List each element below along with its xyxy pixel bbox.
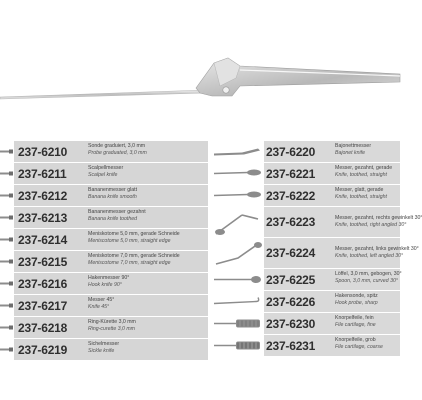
product-row — [212, 163, 400, 184]
scalpel-icon — [0, 163, 14, 184]
catalog-list-right — [212, 141, 422, 357]
product-row — [212, 269, 400, 290]
description-german: Messer 45° — [88, 297, 115, 303]
description-english: Hook knife 90° — [88, 282, 122, 288]
sickle-knife-icon — [0, 339, 14, 360]
product-description — [335, 271, 402, 285]
product-description — [88, 209, 146, 223]
spoon-icon — [212, 269, 264, 290]
banana-knife-toothed-icon — [0, 207, 14, 228]
description-german: Bananenmesser glatt — [88, 187, 138, 193]
product-description — [335, 246, 419, 260]
description-english: Hook probe, sharp — [335, 300, 378, 306]
product-description — [335, 143, 371, 157]
fine-file-icon — [212, 313, 264, 334]
graduated-probe-icon — [0, 141, 14, 162]
product-code: 237-6231 — [266, 339, 316, 353]
product-row — [212, 335, 400, 356]
product-code: 237-6222 — [266, 189, 316, 203]
product-code: 237-6212 — [18, 189, 68, 203]
banana-knife-icon — [0, 185, 14, 206]
product-description — [88, 297, 114, 311]
ring-curette-icon — [0, 317, 14, 338]
product-description — [335, 293, 378, 307]
product-row — [0, 207, 208, 228]
description-german: Bajonettmesser — [335, 143, 372, 149]
product-row — [0, 229, 208, 250]
knife-45-icon — [0, 295, 14, 316]
description-german: Sichelmesser — [88, 341, 120, 347]
description-english: File cartilage, coarse — [335, 344, 383, 350]
description-german: Messer, gezahnt, gerade — [335, 165, 393, 171]
meniscotome-icon — [0, 229, 14, 250]
product-description — [88, 165, 123, 179]
product-code: 237-6224 — [266, 246, 316, 260]
description-english: Knife, toothed, left angled 30° — [335, 253, 404, 259]
description-german: Ring-Kürette 3,0 mm — [88, 319, 136, 325]
product-description — [335, 215, 422, 229]
product-row — [212, 141, 400, 162]
product-description — [88, 231, 180, 245]
description-english: Ring-curette 3,0 mm — [88, 326, 135, 332]
product-code: 237-6226 — [266, 295, 316, 309]
product-description — [88, 253, 180, 267]
product-description — [335, 165, 392, 179]
product-row — [0, 339, 208, 360]
product-code: 237-6220 — [266, 145, 316, 159]
description-german: Knorpelfeile, grob — [335, 337, 376, 343]
product-code: 237-6225 — [266, 273, 316, 287]
description-german: Messer, glatt, gerade — [335, 187, 384, 193]
toothed-knife-icon — [212, 163, 264, 184]
product-row — [212, 207, 422, 237]
coarse-file-icon — [212, 335, 264, 356]
product-code: 237-6219 — [18, 343, 68, 357]
right-angled-knife-icon — [212, 207, 264, 237]
description-german: Hakensonde, spitz — [335, 293, 378, 299]
description-german: Sonde graduiert, 3,0 mm — [88, 143, 146, 149]
description-english: Knife, toothed, straight — [335, 172, 387, 178]
description-english: Probe graduated, 3,0 mm — [88, 150, 147, 156]
description-english: Spoon, 3,0 mm, curved 30° — [335, 278, 398, 284]
product-description — [88, 187, 137, 201]
product-row — [212, 291, 400, 312]
meniscotome-icon — [0, 251, 14, 272]
product-row — [212, 185, 400, 206]
product-description — [335, 337, 383, 351]
description-german: Messer, gezahnt, links gewinkelt 30° — [335, 246, 419, 252]
smooth-knife-icon — [212, 185, 264, 206]
product-code: 237-6221 — [266, 167, 316, 181]
description-english: Banana knife smooth — [88, 194, 137, 200]
product-row — [212, 238, 419, 268]
description-english: Bajonet knife — [335, 150, 365, 156]
catalog-list-left — [0, 141, 208, 361]
hook-knife-icon — [0, 273, 14, 294]
instrument-handle-image — [0, 0, 400, 130]
description-english: Sickle knife — [88, 348, 115, 354]
bayonet-knife-icon — [212, 141, 264, 162]
product-row — [0, 295, 208, 316]
product-description — [88, 319, 136, 333]
product-code: 237-6210 — [18, 145, 68, 159]
left-angled-knife-icon — [212, 238, 264, 268]
description-german: Messer, gezahnt, rechts gewinkelt 30° — [335, 215, 422, 221]
product-description — [335, 315, 376, 329]
description-german: Meniskotome 7,0 mm, gerade Schneide — [88, 253, 180, 259]
hook-probe-icon — [212, 291, 264, 312]
product-description — [88, 275, 129, 289]
description-english: File cartilage, fine — [335, 322, 376, 328]
product-code: 237-6217 — [18, 299, 68, 313]
description-english: Knife, toothed, straight — [335, 194, 387, 200]
description-german: Löffel, 3,0 mm, gebogen, 30° — [335, 271, 402, 277]
product-code: 237-6213 — [18, 211, 68, 225]
description-english: Meniscotome 7,0 mm, straight edge — [88, 260, 171, 266]
description-english: Banana knife toothed — [88, 216, 138, 222]
product-description — [88, 341, 119, 355]
product-row — [0, 185, 208, 206]
product-row — [0, 163, 208, 184]
product-code: 237-6230 — [266, 317, 316, 331]
product-row — [0, 251, 208, 272]
description-german: Knorpelfeile, fein — [335, 315, 374, 321]
product-row — [0, 317, 208, 338]
product-description — [335, 187, 387, 201]
description-english: Meniscotome 5,0 mm, straight edge — [88, 238, 171, 244]
product-row — [0, 273, 208, 294]
product-code: 237-6215 — [18, 255, 68, 269]
product-code: 237-6216 — [18, 277, 68, 291]
description-german: Hakenmesser 90° — [88, 275, 130, 281]
description-german: Meniskotome 5,0 mm, gerade Schneide — [88, 231, 180, 237]
description-english: Knife 45° — [88, 304, 110, 310]
product-code: 237-6214 — [18, 233, 68, 247]
description-german: Bananenmesser gezahnt — [88, 209, 146, 215]
product-code: 237-6223 — [266, 215, 316, 229]
description-english: Knife, toothed, right angled 30° — [335, 222, 407, 228]
product-row — [212, 313, 400, 334]
product-description — [88, 143, 147, 157]
description-english: Scalpel knife — [88, 172, 118, 178]
description-german: Scalpellmesser — [88, 165, 124, 171]
product-code: 237-6211 — [18, 167, 67, 181]
product-row — [0, 141, 208, 162]
product-code: 237-6218 — [18, 321, 68, 335]
